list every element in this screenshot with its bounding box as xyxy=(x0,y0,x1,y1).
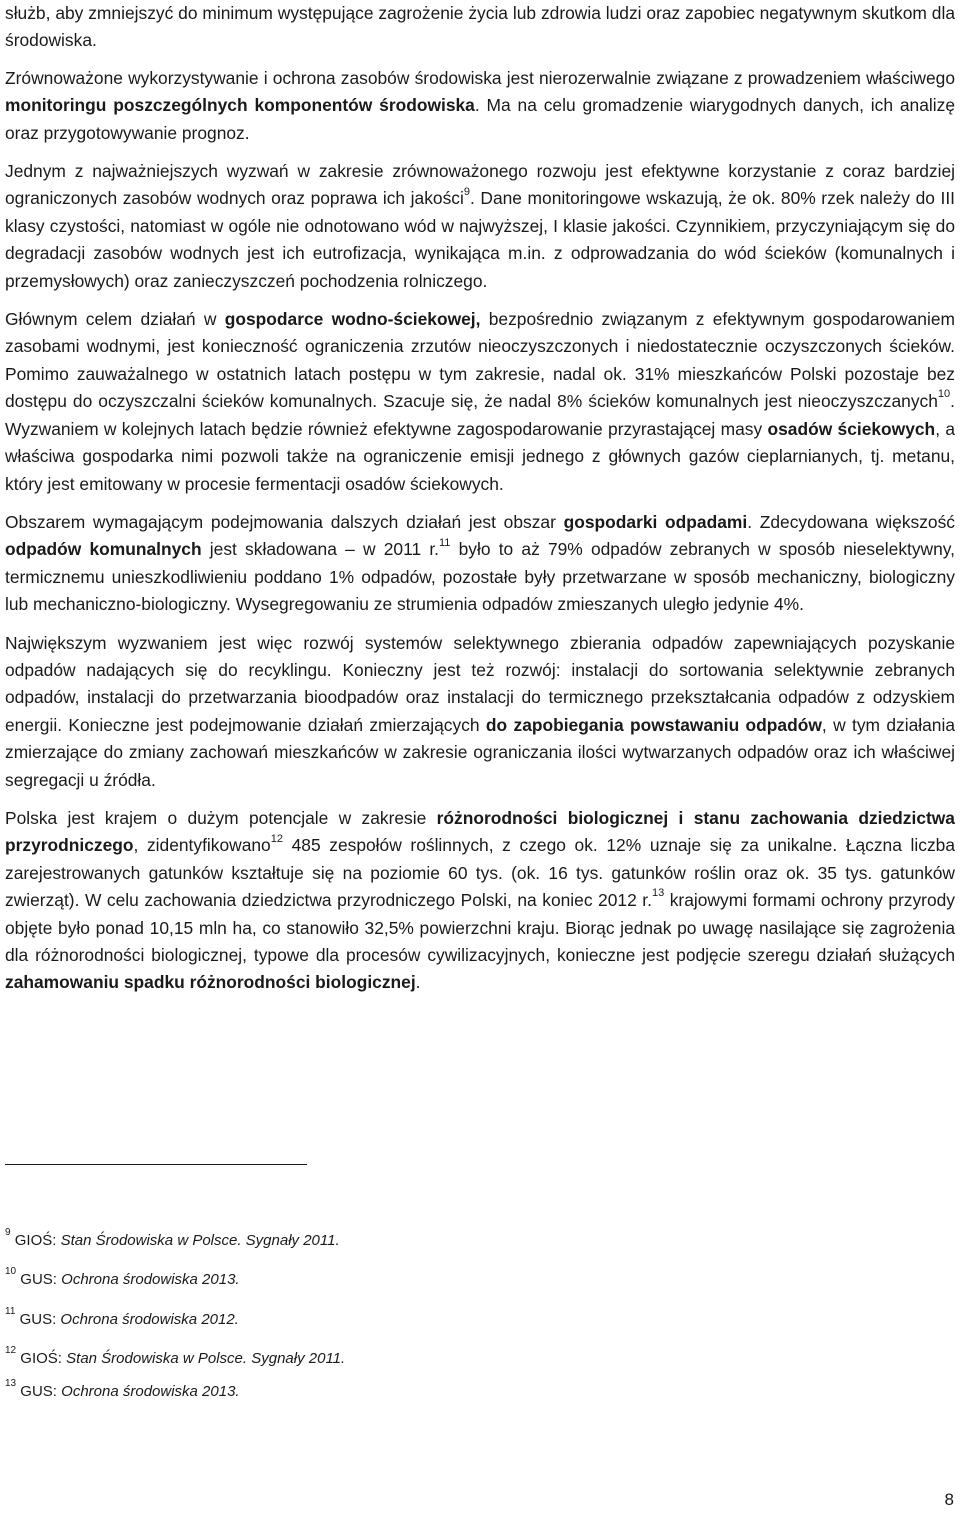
document-page xyxy=(5,0,955,997)
page-number: 8 xyxy=(944,1490,954,1509)
footnote-title: Ochrona środowiska 2013. xyxy=(61,1271,240,1288)
text-run: było to aż 79% odpadów zebranych w sposób nieselektywny, termicznemu unieszkodliwieniu poddano 1% odpadów, pozostałe były przetwarzane w sposób mechaniczny, biologiczny lub mechaniczno-biologiczny. Wysegregowaniu ze strumienia odpadów zmieszanych uległo jedynie 4%. xyxy=(5,539,956,615)
text-run: Zrównoważone wykorzystywanie i ochrona zasobów środowiska jest nierozerwalnie związane z prowadzeniem właściwego xyxy=(5,67,955,88)
text-run: . xyxy=(415,972,421,993)
footnote-number: 13 xyxy=(5,1378,17,1389)
bold-text: do zapobiegania powstawaniu odpadów xyxy=(485,714,822,735)
footnote xyxy=(5,1227,340,1250)
footnote-number: 10 xyxy=(5,1266,17,1277)
bold-text: odpadów komunalnych xyxy=(5,539,202,560)
footnote-ref: 13 xyxy=(651,887,665,900)
footnote-ref: 12 xyxy=(270,832,283,845)
text-run: służb, aby zmniejszyć do minimum występujące zagrożenie życia lub zdrowia ludzi oraz zapobiec negatywnym skutkom dla środowiska. xyxy=(5,3,955,51)
text-run: , w tym działania zmierzające do zmiany zachowań mieszkańców w zakresie ograniczania ilości wytwarzanych odpadów oraz ich właściwej segregacji u źródła. xyxy=(5,714,955,790)
text-run: , zidentyfikowano xyxy=(133,835,271,856)
text-run: . Ma na celu gromadzenie wiarygodnych danych, ich analizę oraz przygotowywanie prognoz. xyxy=(5,95,955,143)
footnote-title: Stan Środowiska w Polsce. Sygnały 2011. xyxy=(60,1232,340,1249)
footnote-number: 11 xyxy=(5,1306,16,1317)
footnote-source: GIOŚ: xyxy=(14,1232,57,1249)
footnote-title: Ochrona środowiska 2013. xyxy=(61,1383,240,1400)
footnote-ref: 11 xyxy=(438,536,451,549)
footnote-ref: 9 xyxy=(463,185,470,198)
footnote-number: 12 xyxy=(5,1345,17,1356)
paragraph xyxy=(5,0,955,55)
paragraph xyxy=(5,805,955,997)
footnote-title: Ochrona środowiska 2012. xyxy=(60,1311,239,1328)
text-run: Największym wyzwaniem jest więc rozwój systemów selektywnego zbierania odpadów zapewniających pozyskanie odpadów nadających się do recyklingu. Konieczny jest też rozwój: instalacji do sortowania selektywnie zebranych odpadów, instalacji do przetwarzania bioodpadów oraz instalacji do termicznego przekształcania odpadów z odzyskiem energii. Konieczne jest podejmowanie działań zmierzających xyxy=(5,632,955,735)
text-run: Jednym z najważniejszych wyzwań w zakresie zrównoważonego rozwoju jest efektywne korzystanie z coraz bardziej ograniczonych zasobów wodnych oraz poprawa ich jakości xyxy=(5,161,955,209)
footnote xyxy=(5,1266,240,1289)
footnote-number: 9 xyxy=(5,1227,11,1238)
text-run: Głównym celem działań w xyxy=(5,309,225,330)
text-run: . Dane monitoringowe wskazują, że ok. 80% rzek należy do III klasy czystości, natomiast w ogóle nie odnotowano wód w najwyższej, I klasie jakości. Czynnikiem, przyczyniającym się do degradacji zasobów wodnych jest ich eutrofizacja, wynikająca m.in. z odprowadzania do wód ścieków (komunalnych i przemysłowych) oraz zanieczyszczeń pochodzenia rolniczego. xyxy=(5,188,955,291)
paragraph xyxy=(5,158,955,295)
text-run: Obszarem wymagającym podejmowania dalszych działań jest obszar xyxy=(5,511,564,532)
text-run: , a właściwa gospodarka nimi pozwoli także na ograniczenie emisji jednego z głównych gazów cieplarnianych, tj. metanu, który jest emitowany w procesie fermentacji osadów ściekowych. xyxy=(5,418,956,494)
footnote xyxy=(5,1345,346,1368)
footnote-title: Stan Środowiska w Polsce. Sygnały 2011. xyxy=(66,1350,346,1367)
footnote-separator xyxy=(5,1164,307,1165)
bold-text: gospodarki odpadami xyxy=(563,511,748,532)
text-run: bezpośrednio związanym z efektywnym gospodarowaniem zasobami wodnymi, jest konieczność ograniczenia zrzutów nieoczyszczonych i niedostatecznie oczyszczonych ścieków. Pomimo zauważalnego w ostatnich latach postępu w tym zakresie, nadal ok. 31% mieszkańców Polski pozostaje bez dostępu do oczyszczalni ścieków komunalnych. Szacuje się, że nadal 8% ścieków komunalnych jest nieoczyszczanych xyxy=(5,309,955,412)
text-run: Polska jest krajem o dużym potencjale w zakresie xyxy=(5,807,437,828)
bold-text: różnorodności biologicznej i stanu zachowania dziedzictwa przyrodniczego xyxy=(5,807,955,856)
footnote xyxy=(5,1378,240,1401)
footnote-source: GUS: xyxy=(20,1383,57,1400)
paragraph xyxy=(5,65,955,147)
text-run: . Wyzwaniem w kolejnych latach będzie również efektywne zagospodarowanie przyrastającej masy xyxy=(5,391,955,439)
paragraph xyxy=(5,306,955,498)
bold-text: zahamowaniu spadku różnorodności biologicznej xyxy=(5,972,416,993)
text-run: krajowymi formami ochrony przyrody objęte było ponad 10,15 mln ha, co stanowiło 32,5% powierzchni kraju. Biorąc jednak po uwagę nasilające się zagrożenia dla różnorodności biologicznej, typowe dla procesów cywilizacyjnych, konieczne jest podjęcie szeregu działań służących xyxy=(5,890,956,965)
footnote-ref: 10 xyxy=(937,388,951,401)
paragraph xyxy=(5,509,955,619)
bold-text: gospodarce wodno-ściekowej, xyxy=(224,309,481,330)
bold-text: monitoringu poszczególnych komponentów środowiska xyxy=(5,95,475,116)
footnote-source: GUS: xyxy=(19,1311,57,1328)
footnote-source: GIOŚ: xyxy=(20,1350,62,1367)
text-run: jest składowana – w 2011 r. xyxy=(201,539,439,560)
text-run: . Zdecydowana większość xyxy=(747,511,955,532)
bold-text: osadów ściekowych xyxy=(767,418,936,439)
footnote-source: GUS: xyxy=(20,1271,57,1288)
paragraph xyxy=(5,630,955,794)
text-run: 485 zespołów roślinnych, z czego ok. 12% uznaje się za unikalne. Łączna liczba zarejestrowanych gatunków kształtuje się na poziomie 60 tys. (ok. 16 tys. gatunków roślin oraz ok. 35 tys. gatunków zwierząt). W celu zachowania dziedzictwa przyrodniczego Polski, na koniec 2012 r. xyxy=(5,835,956,911)
footnote xyxy=(5,1306,239,1329)
